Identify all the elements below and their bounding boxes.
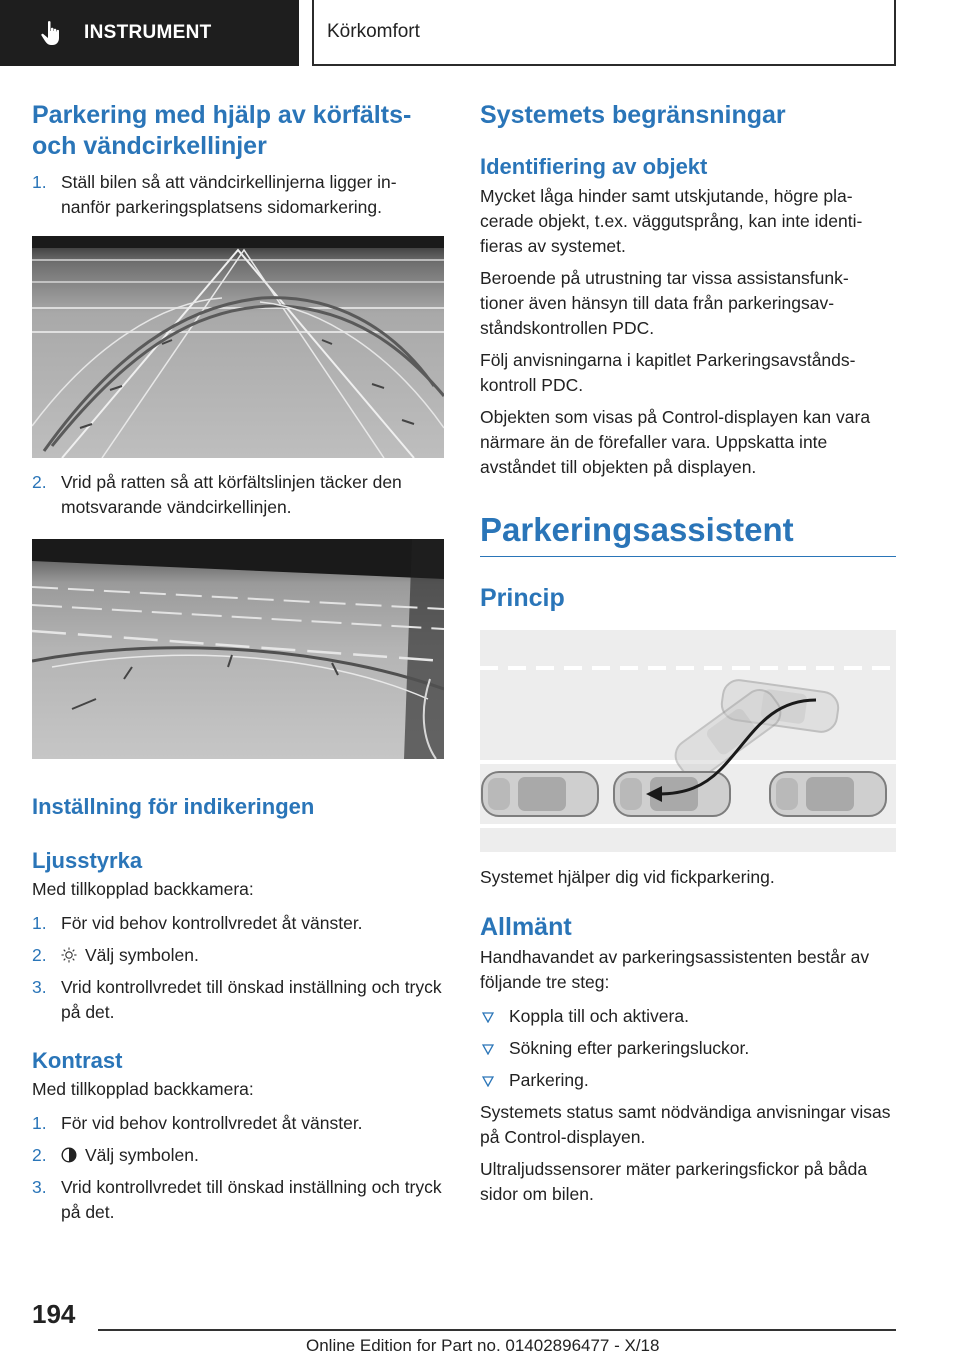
step-text: Välj symbolen. xyxy=(85,945,199,965)
step-text: För vid behov kontrollvredet åt vänster. xyxy=(61,1113,363,1133)
sun-icon xyxy=(61,947,77,963)
paragraph: Beroende på utrustning tar vissa assistansfunk- tioner även hänsyn till data från parkeringsav- ståndskontrollen PDC. xyxy=(480,268,849,338)
bullet-text: Koppla till och aktivera. xyxy=(509,1006,689,1026)
bullet-text: Sökning efter parkeringsluckor. xyxy=(509,1038,750,1058)
paragraph: Mycket låga hinder samt utskjutande, högre pla- cerade objekt, t.ex. väggutsprång, kan inte identi- fieras av systemet. xyxy=(480,186,863,256)
steps-list-b xyxy=(32,470,444,520)
camera-view-image-1 xyxy=(32,236,444,458)
page-number: 194 xyxy=(32,1299,76,1329)
step-number: 2. xyxy=(32,472,47,492)
contrast-intro: Med tillkopplad backkamera: xyxy=(32,1079,254,1099)
list-item xyxy=(32,911,444,936)
left-column xyxy=(32,100,444,1232)
step-text: Vrid kontrollvredet till önskad inställning och tryck på det. xyxy=(61,1177,442,1222)
list-item xyxy=(32,975,444,1025)
identification-title: Identifiering av objekt xyxy=(480,154,708,179)
step-number: 3. xyxy=(32,1177,47,1197)
hand-pointer-icon xyxy=(40,20,64,46)
step-number: 1. xyxy=(32,172,47,192)
general-title: Allmänt xyxy=(480,913,572,941)
list-item xyxy=(32,1143,444,1168)
steps-list-a xyxy=(32,170,444,220)
contrast-icon xyxy=(61,1147,77,1163)
list-item xyxy=(32,470,444,520)
right-column xyxy=(480,100,896,1207)
parking-lines-title: Parkering med hjälp av körfälts- och vändcirkellinjer xyxy=(32,101,412,160)
step-text: Vrid kontrollvredet till önskad inställning och tryck på det. xyxy=(61,977,442,1022)
step-number: 1. xyxy=(32,1113,47,1133)
chapter-tab xyxy=(0,0,299,66)
section-label: Körkomfort xyxy=(327,21,420,42)
limits-title: Systemets begränsningar xyxy=(480,101,786,129)
brightness-steps xyxy=(32,911,444,1025)
step-text: Ställ bilen så att vändcirkellinjerna ligger in- nanför parkeringsplatsens sidomarkering. xyxy=(61,172,397,217)
list-item xyxy=(32,1111,444,1136)
footer-divider xyxy=(98,1329,896,1331)
list-item xyxy=(480,1004,896,1029)
camera-view-image-2 xyxy=(32,539,444,759)
footer-edition: Online Edition for Part no. 01402896477 - X/18 xyxy=(306,1336,660,1355)
paragraph: Objekten som visas på Control-displayen kan vara närmare än de förefaller vara. Uppskatta inte avståndet till objekten på displayen. xyxy=(480,407,871,477)
page-header xyxy=(0,0,960,66)
brightness-intro: Med tillkopplad backkamera: xyxy=(32,879,254,899)
triangle-bullet-icon xyxy=(482,1044,494,1055)
step-text: Vrid på ratten så att körfältslinjen täcker den motsvarande vändcirkellinjen. xyxy=(61,472,402,517)
parking-assistant-title: Parkeringsassistent xyxy=(480,511,794,548)
section-box xyxy=(312,0,896,66)
step-number: 3. xyxy=(32,977,47,997)
step-number: 1. xyxy=(32,913,47,933)
general-paragraph-2: Systemets status samt nödvändiga anvisningar visas på Control-displayen. xyxy=(480,1102,891,1147)
triangle-bullet-icon xyxy=(482,1012,494,1023)
display-settings-title: Inställning för indikeringen xyxy=(32,794,315,819)
paragraph: Följ anvisningarna i kapitlet Parkeringsavstånds- kontroll PDC. xyxy=(480,350,856,395)
contrast-title: Kontrast xyxy=(32,1048,123,1073)
triangle-bullet-icon xyxy=(482,1076,494,1087)
parking-illustration xyxy=(480,630,896,852)
step-number: 2. xyxy=(32,1145,47,1165)
list-item xyxy=(32,170,444,220)
bullet-list xyxy=(480,1004,896,1093)
general-paragraph-3: Ultraljudssensorer mäter parkeringsfickor på båda sidor om bilen. xyxy=(480,1159,868,1204)
bullet-text: Parkering. xyxy=(509,1070,589,1090)
step-text: För vid behov kontrollvredet åt vänster. xyxy=(61,913,363,933)
principle-title: Princip xyxy=(480,584,565,612)
list-item xyxy=(480,1068,896,1093)
list-item xyxy=(32,943,444,968)
list-item xyxy=(480,1036,896,1061)
chapter-tab-label: INSTRUMENT xyxy=(84,22,212,43)
list-item xyxy=(32,1175,444,1225)
step-text: Välj symbolen. xyxy=(85,1145,199,1165)
contrast-steps xyxy=(32,1111,444,1225)
assistant-heading-block xyxy=(480,510,896,557)
brightness-title: Ljusstyrka xyxy=(32,848,143,873)
principle-caption: Systemet hjälper dig vid fickparkering. xyxy=(480,867,775,887)
general-intro: Handhavandet av parkeringsassistenten består av följande tre steg: xyxy=(480,947,870,992)
step-number: 2. xyxy=(32,945,47,965)
